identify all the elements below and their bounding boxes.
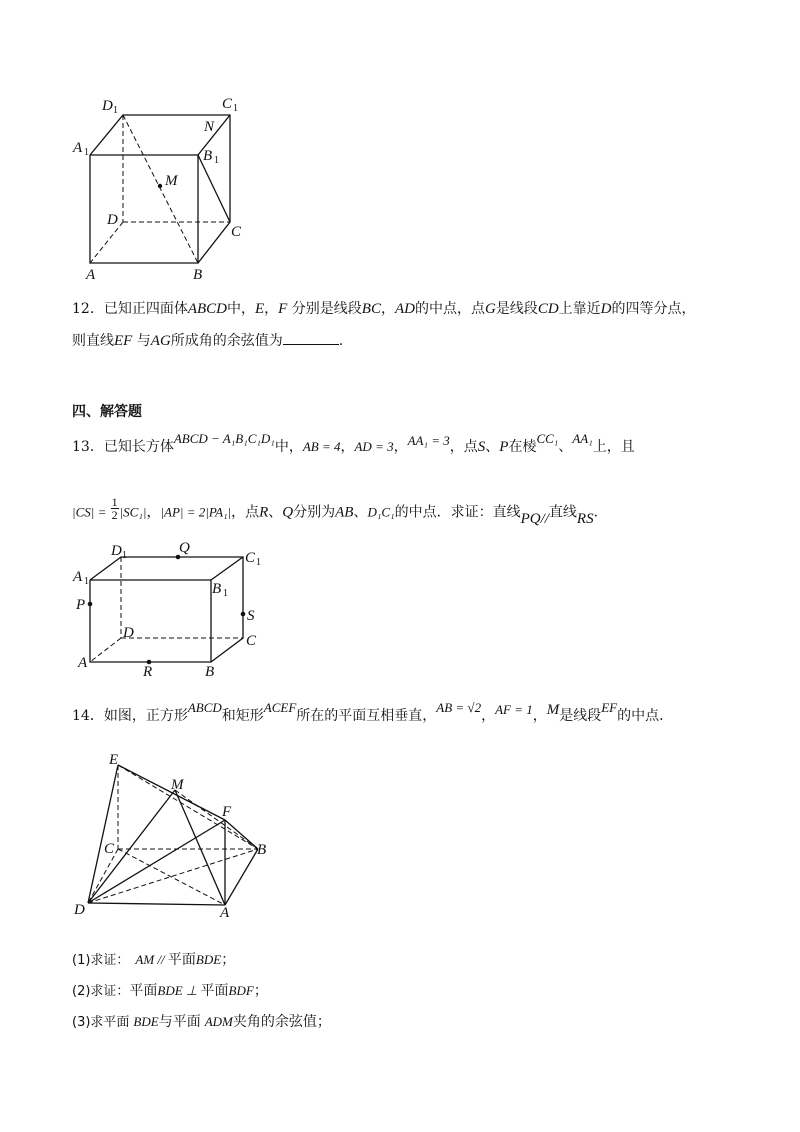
svg-text:1: 1	[113, 105, 118, 116]
svg-text:1: 1	[84, 147, 89, 158]
figure-square-rectangle	[70, 745, 280, 920]
label-d: D	[74, 902, 85, 918]
label-b: B	[193, 267, 203, 283]
section-heading: 四、解答题	[72, 404, 142, 420]
label-a: A	[220, 905, 230, 920]
question-13-line-2: |CS| = $\frac{1}{2}$ |SC₁|，|AP| = 2|PA₁|，点R、Q分别为AB、D₁C₁的中点．求证：直线PQ//直线RS．	[72, 495, 608, 527]
question-13-line-1: 13．已知长方体ABCD − A₁B₁C₁D₁中，AB = 4，AD = 3，AA₁ = 3，点S、P在棱CC₁、AA₁上，且	[72, 431, 635, 455]
label-n: N	[204, 119, 215, 135]
label-c: C	[231, 224, 242, 240]
label-b1: B	[212, 581, 222, 597]
question-12-line-2: 则直线EF 与AG所成角的余弦值为 .	[72, 333, 344, 349]
label-c: C	[104, 841, 115, 857]
point-p	[88, 602, 93, 607]
label-c1: C	[245, 550, 256, 566]
question-14: 14．如图，正方形ABCD和矩形ACEF所在的平面互相垂直，AB = √2，AF = 1，M是线段EF的中点.	[72, 700, 664, 724]
svg-text:1: 1	[214, 155, 219, 166]
label-b1: B	[203, 148, 213, 164]
fraction-one-half: $\frac{1}{2}$	[111, 495, 118, 522]
label-b: B	[205, 664, 215, 680]
label-d: D	[107, 212, 118, 228]
label-r: R	[143, 664, 153, 680]
figure-cuboid	[70, 540, 270, 680]
label-e: E	[109, 752, 119, 768]
part-3: (3)求平面 BDE与平面 ADM夹角的余弦值；	[72, 1014, 331, 1030]
part-1: (1)求证： AM // 平面BDE；	[72, 952, 236, 968]
label-a: A	[78, 655, 88, 671]
part-2: (2)求证：平面BDE ⊥ 平面BDF；	[72, 983, 268, 999]
figure-cube	[70, 90, 260, 285]
label-a1: A	[73, 569, 83, 585]
label-b: B	[257, 842, 267, 858]
label-c1: C	[222, 96, 233, 112]
label-a: A	[86, 267, 96, 283]
label-m: M	[165, 173, 178, 189]
svg-text:1: 1	[223, 588, 228, 599]
label-s: S	[247, 608, 255, 624]
answer-blank[interactable]	[283, 332, 339, 345]
label-d: D	[123, 625, 134, 641]
svg-text:1: 1	[233, 103, 238, 114]
label-a1: A	[73, 140, 83, 156]
label-q: Q	[179, 540, 190, 556]
label-f: F	[222, 804, 232, 820]
label-c: C	[246, 633, 257, 649]
svg-text:1: 1	[122, 550, 127, 561]
label-m: M	[171, 777, 184, 793]
point-m	[158, 184, 162, 188]
label-d1: D	[102, 98, 113, 114]
label-p: P	[76, 597, 86, 613]
point-s	[241, 612, 246, 617]
question-12-line-1: 12．已知正四面体ABCD中，E，F 分别是线段BC，AD的中点，点G是线段CD上靠近D的四等分点，	[72, 301, 696, 317]
svg-text:1: 1	[256, 557, 261, 568]
svg-text:1: 1	[84, 576, 89, 587]
label-d1: D	[111, 543, 122, 559]
